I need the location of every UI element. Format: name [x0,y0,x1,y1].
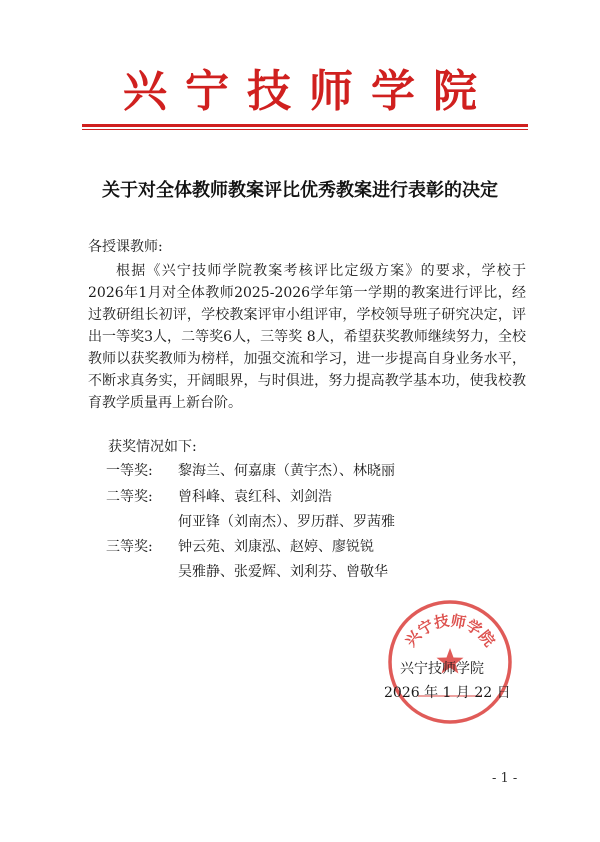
page-number: - 1 - [492,771,518,786]
seal-text-path: 兴宁技师学院 [401,611,499,651]
award-names-third-line2: 吴雅静、张爱辉、刘利芬、曾敬华 [178,564,388,580]
seal-text [402,612,499,651]
header-rule-thick [82,124,528,127]
header-rule-thin [82,129,528,130]
award-names-third-line1: 钟云苑、刘康泓、赵婷、廖锐锐 [178,539,374,555]
award-label-second: 二等奖: [106,489,153,505]
salutation: 各授课教师: [88,239,163,255]
signature-organization: 兴宁技师学院 [400,661,484,677]
award-label-first: 一等奖: [106,463,153,479]
body-paragraph: 根据《兴宁技师学院教案考核评比定级方案》的要求，学校于2026年1月对全体教师2025-2026学年第一学期的教案进行评比，经过教研组长初评，学校教案评审小组评审，学校领导班子研究决定，评出一等奖3人，二等奖6人，三等奖 8人，希望获奖教师继续努力，全校教师以获奖教师为榜样，加强交流和学习，进一步提高自身业务水平，不断求真务实，开阔眼界，与时俱进，努力提高教学基本功，使我校教育教学质量再上新台阶。 [88,263,526,411]
signature-date: 2026 年 1 月 22 日 [384,685,511,701]
awards-intro: 获奖情况如下: [108,439,197,455]
award-label-third: 三等奖: [106,539,153,555]
award-names-first-line1: 黎海兰、何嘉康（黄宇杰）、林晓丽 [178,463,395,479]
award-names-second-line2: 何亚锋（刘南杰）、罗历群、罗茜雅 [178,514,395,530]
school-name-header: 兴宁技师学院 [123,66,495,117]
document-title: 关于对全体教师教案评比优秀教案进行表彰的决定 [102,180,498,201]
award-names-second-line1: 曾科峰、袁红科、刘剑浩 [178,489,332,505]
